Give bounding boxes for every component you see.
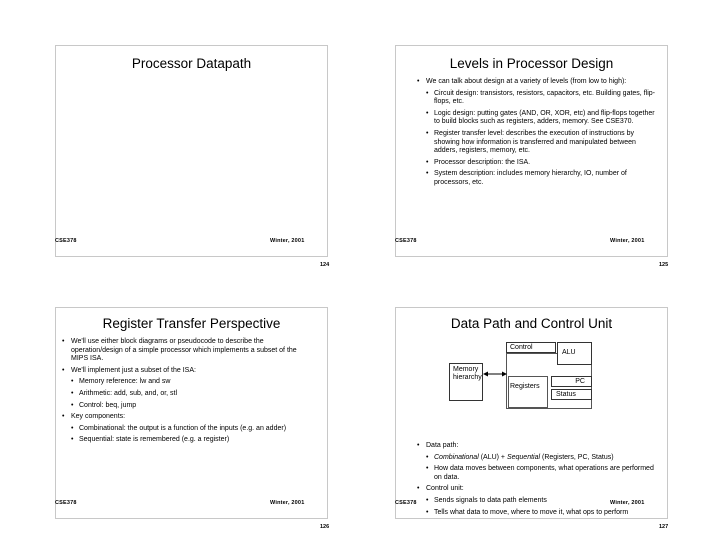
registers-box: [508, 376, 548, 408]
bullet-item: • We can talk about design at a variety of levels (from low to high):: [416, 78, 656, 87]
sub-bullet-item: • Circuit design: transistors, resistors, capacitors, etc. Building gates, flip-flops, etc.: [426, 90, 656, 107]
slide-title: Processor Datapath: [131, 56, 252, 71]
footer-term: Winter, 2001: [610, 500, 645, 506]
data-transfer-arrow-icon: [483, 370, 507, 378]
alu-plus-text: (ALU) +: [478, 453, 507, 461]
alu-box: [557, 342, 592, 365]
sub-bullet-item: [426, 454, 661, 463]
control-box: [506, 342, 556, 353]
sub-bullet-item: • Combinational: the output is a function of the inputs (e.g. an adder): [71, 425, 289, 434]
bullet-item: • Control unit:: [416, 485, 661, 494]
sequential-components-text: (Registers, PC, Status): [540, 453, 614, 461]
sub-bullet-item: • Control: beq, jump: [71, 402, 311, 411]
sub-bullet-item: • Sends signals to data path elements: [426, 497, 661, 506]
sub-bullet-item: • Memory reference: lw and sw: [71, 378, 311, 387]
pc-box: [551, 376, 592, 387]
status-label: Status: [556, 391, 576, 398]
slide-title: Data Path and Control Unit: [450, 316, 613, 331]
sub-bullet-item: • Processor description: the ISA.: [426, 159, 656, 168]
sub-bullet-item: • Register transfer level: describes the execution of instructions by showing how information is transferred and manipulated between adders, registers, memory, etc.: [426, 130, 656, 156]
page-number: 127: [659, 524, 669, 530]
page-number: 126: [320, 524, 330, 530]
memory-label: Memory hierarchy: [453, 366, 482, 381]
sub-bullet-item: • Tells what data to move, where to move it, what ops to perform: [426, 509, 661, 518]
alu-label: ALU: [562, 349, 576, 356]
bullet-item: • Data path:: [416, 442, 661, 451]
bullet-list: [416, 78, 656, 191]
sub-bullet-item: • Sequential: state is remembered (e.g. a register): [71, 436, 311, 445]
bullet-list: [61, 338, 311, 448]
footer-course: CSE378: [395, 238, 417, 244]
control-label: Control: [510, 344, 533, 351]
footer-course: CSE378: [55, 500, 77, 506]
footer-term: Winter, 2001: [270, 238, 305, 244]
bullet-list: [416, 442, 661, 520]
datapath-diagram: [396, 308, 669, 418]
sub-bullet-item: • Arithmetic: add, sub, and, or, stl: [71, 390, 311, 399]
page-number: 125: [659, 262, 669, 268]
bullet-item: • We'll use either block diagrams or pseudocode to describe the operation/design of a simple processor which implements a subset of the MIPS ISA.: [61, 338, 311, 364]
slide-register-transfer-perspective: [55, 307, 328, 519]
pc-label: PC: [575, 378, 585, 385]
slide-data-path-and-control-unit: [395, 307, 668, 519]
footer-term: Winter, 2001: [610, 238, 645, 244]
sub-bullet-item: • System description: includes memory hierarchy, IO, number of processors, etc.: [426, 170, 656, 187]
status-box: [551, 389, 592, 400]
slide-levels-in-processor-design: [395, 45, 668, 257]
footer-course: CSE378: [395, 500, 417, 506]
slide-title: Register Transfer Perspective: [102, 316, 281, 331]
sub-bullet-item: • How data moves between components, what operations are performed on data.: [426, 465, 661, 482]
memory-hierarchy-box: [449, 363, 483, 401]
sequential-term: Sequential: [506, 453, 541, 461]
bullet-item: • Key components:: [61, 413, 311, 422]
slide-processor-datapath: [55, 45, 328, 257]
page-number: 124: [320, 262, 330, 268]
combinational-term: Combinational: [434, 453, 479, 461]
bullet-item: • We'll implement just a subset of the ISA:: [61, 367, 311, 376]
footer-term: Winter, 2001: [270, 500, 305, 506]
sub-bullet-item: • Logic design: putting gates (AND, OR, XOR, etc) and flip-flops together to build blocks such as registers, adders, memory. See CSE370.: [426, 110, 656, 127]
footer-course: CSE378: [55, 238, 77, 244]
slide-title: Levels in Processor Design: [449, 56, 614, 71]
registers-label: Registers: [510, 383, 540, 390]
